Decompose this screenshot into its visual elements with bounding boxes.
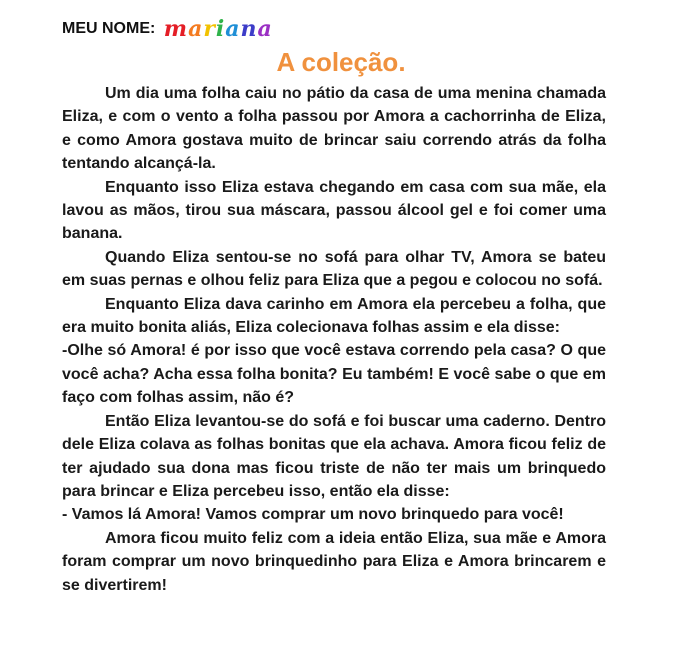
- paragraph: Amora ficou muito feliz com a ideia então Eliza, sua mãe e Amora foram comprar um novo brinquedinho para Eliza e Amora brincarem e se divertirem!: [62, 529, 606, 594]
- paragraph: Enquanto isso Eliza estava chegando em casa com sua mãe, ela lavou as mãos, tirou sua máscara, passou álcool gel e foi comer uma banana.: [62, 178, 606, 243]
- name-letter: a: [188, 16, 204, 42]
- name-line: [62, 14, 606, 44]
- name-letter: r: [203, 16, 216, 42]
- name-letter: a: [257, 16, 273, 42]
- paragraph: Um dia uma folha caiu no pátio da casa de uma menina chamada Eliza, e com o vento a folha passou por Amora a cachorrinha de Eliza, e como Amora gostava muito de brincar saiu correndo atrás da folha tentando alcançá-la.: [62, 85, 606, 173]
- name-label: MEU NOME:: [62, 20, 156, 37]
- paragraph: Então Eliza levantou-se do sofá e foi buscar uma caderno. Dentro dele Eliza colava as folhas bonitas que ela achava. Amora ficou feliz de ter ajudado sua dona mas ficou triste de não ter mais um brinquedo para brincar e Eliza percebeu isso, então ela disse:: [62, 412, 606, 500]
- story-title: A coleção.: [276, 47, 406, 77]
- name-letter: i: [215, 16, 226, 42]
- story-body: [62, 82, 606, 597]
- name-letter: m: [163, 16, 189, 42]
- paragraph: Enquanto Eliza dava carinho em Amora ela percebeu a folha, que era muito bonita aliás, Eliza colecionava folhas assim e ela disse:: [62, 295, 606, 337]
- dialogue-paragraph: - Vamos lá Amora! Vamos comprar um novo brinquedo para você!: [62, 506, 564, 524]
- dialogue-paragraph: -Olhe só Amora! é por isso que você estava correndo pela casa? O que você acha? Acha essa folha bonita? Eu também! E você sabe o que em faço com folhas assim, não é?: [62, 342, 606, 407]
- paragraph: Quando Eliza sentou-se no sofá para olhar TV, Amora se bateu em suas pernas e olhou feliz para Eliza que a pegou e colocou no sofá.: [62, 248, 606, 290]
- name-letter: a: [225, 16, 241, 42]
- document-page: [62, 14, 606, 597]
- name-value: [164, 14, 273, 44]
- name-letter: n: [240, 16, 258, 42]
